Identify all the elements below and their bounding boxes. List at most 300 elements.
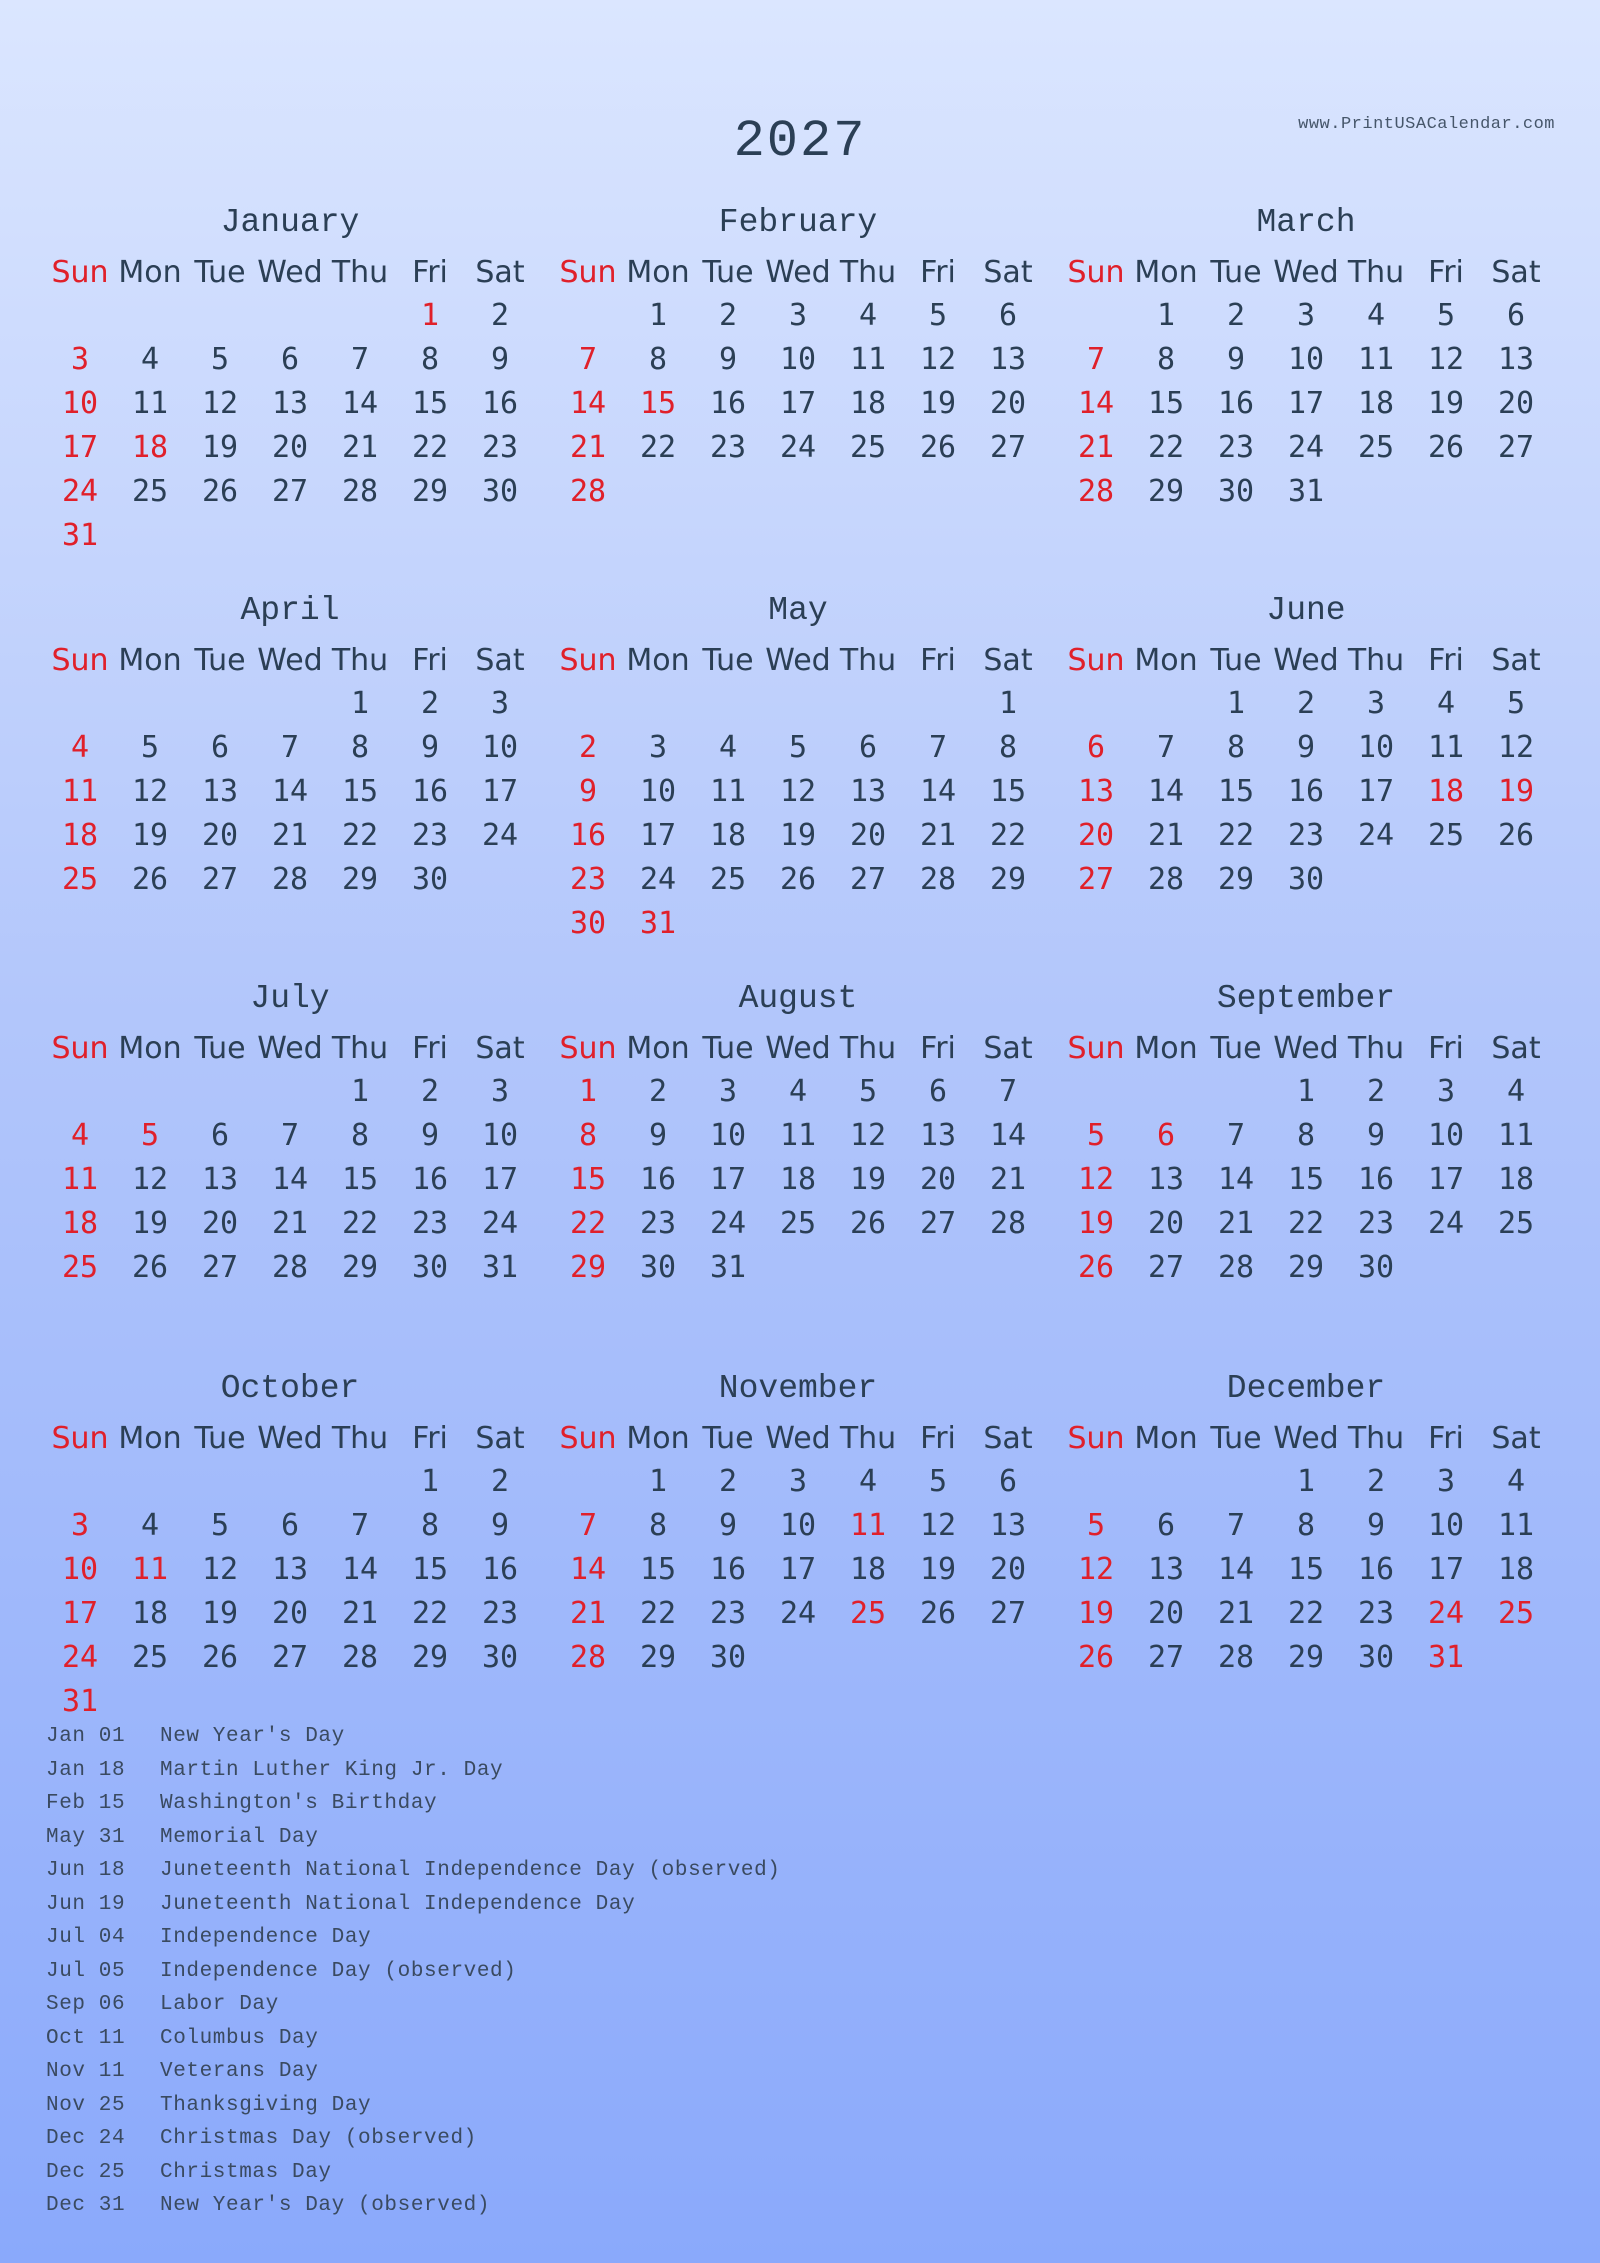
day-cell: 16 [481, 386, 519, 421]
day-cell: 17 [1357, 774, 1395, 809]
day-cell: 29 [569, 1250, 607, 1285]
day-cell: 24 [1357, 818, 1395, 853]
weekday-label: Sat [983, 1031, 1033, 1066]
day-cell: 3 [1366, 686, 1386, 721]
holiday-item [46, 1955, 781, 1989]
weekday-label: Fri [1428, 643, 1464, 678]
day-cell: 28 [1217, 1640, 1255, 1675]
day-cell: 22 [1217, 818, 1255, 853]
weekday-label: Thu [1347, 1031, 1405, 1066]
week-row [553, 682, 1043, 726]
weekday-label: Tue [1210, 255, 1262, 290]
day-cell: 1 [648, 298, 668, 333]
weekday-label: Sat [475, 643, 525, 678]
day-cell: 17 [481, 774, 519, 809]
day-cell: 31 [61, 1684, 99, 1719]
day-cell: 31 [61, 518, 99, 553]
weekday-label: Sun [559, 643, 617, 678]
empty-cell [45, 1460, 115, 1504]
holiday-name: Independence Day [160, 1926, 372, 1949]
day-cell: 9 [648, 1118, 668, 1153]
day-cell: 24 [1427, 1596, 1465, 1631]
day-cell: 4 [788, 1074, 808, 1109]
day-cell: 27 [1077, 862, 1115, 897]
day-cell: 1 [578, 1074, 598, 1109]
day-cell: 8 [648, 342, 668, 377]
empty-cell [553, 682, 623, 726]
weekday-header [45, 1027, 535, 1070]
weekday-label: Sun [1067, 1421, 1125, 1456]
day-cell: 3 [70, 1508, 90, 1543]
holiday-name: Juneteenth National Independence Day (observed) [160, 1859, 781, 1882]
weekday-label: Fri [412, 255, 448, 290]
day-cell: 16 [411, 1162, 449, 1197]
empty-cell [763, 470, 833, 514]
day-cell: 7 [998, 1074, 1018, 1109]
day-cell: 27 [989, 430, 1027, 465]
day-cell: 15 [639, 386, 677, 421]
week-row [1061, 726, 1551, 770]
weekday-label: Sat [475, 1031, 525, 1066]
day-cell: 5 [140, 1118, 160, 1153]
day-cell: 12 [131, 1162, 169, 1197]
day-cell: 11 [1357, 342, 1395, 377]
week-row [45, 1158, 535, 1202]
weekday-label: Sun [1067, 255, 1125, 290]
day-cell: 14 [271, 1162, 309, 1197]
holiday-item [46, 2156, 781, 2190]
week-row [553, 726, 1043, 770]
empty-cell [1411, 858, 1481, 902]
holiday-name: Christmas Day [160, 2160, 332, 2184]
week-row [45, 682, 535, 726]
weekday-label: Sat [983, 643, 1033, 678]
weekday-label: Mon [1134, 255, 1198, 290]
day-cell: 17 [61, 430, 99, 465]
day-cell: 30 [481, 474, 519, 509]
empty-cell [763, 1636, 833, 1680]
day-cell: 17 [1427, 1162, 1465, 1197]
day-cell: 29 [341, 862, 379, 897]
day-cell: 17 [1287, 386, 1325, 421]
weekday-label: Thu [1347, 255, 1405, 290]
week-row [45, 1636, 535, 1680]
holiday-name: Thanksgiving Day [160, 2093, 372, 2117]
day-cell: 7 [1226, 1508, 1246, 1543]
day-cell: 16 [1357, 1552, 1395, 1587]
day-cell: 29 [411, 1640, 449, 1675]
day-cell: 17 [481, 1162, 519, 1197]
empty-cell [395, 1680, 465, 1724]
weekday-label: Sun [51, 1031, 109, 1066]
empty-cell [1341, 858, 1411, 902]
weekday-label: Sun [559, 1421, 617, 1456]
day-cell: 14 [569, 1552, 607, 1587]
day-cell: 26 [131, 1250, 169, 1285]
day-cell: 20 [1147, 1206, 1185, 1241]
day-cell: 11 [1497, 1508, 1535, 1543]
weekday-label: Thu [839, 1031, 897, 1066]
weekday-label: Mon [118, 1031, 182, 1066]
empty-cell [903, 1246, 973, 1290]
day-cell: 17 [709, 1162, 747, 1197]
day-cell: 10 [779, 1508, 817, 1543]
day-cell: 5 [210, 342, 230, 377]
weekday-label: Tue [1210, 1421, 1262, 1456]
day-cell: 21 [569, 430, 607, 465]
day-cell: 16 [411, 774, 449, 809]
day-cell: 29 [411, 474, 449, 509]
day-cell: 12 [779, 774, 817, 809]
empty-cell [255, 682, 325, 726]
day-cell: 13 [201, 1162, 239, 1197]
day-cell: 28 [569, 1640, 607, 1675]
month-february [553, 195, 1043, 514]
week-row [553, 1070, 1043, 1114]
week-row [553, 1202, 1043, 1246]
day-cell: 24 [779, 430, 817, 465]
holiday-name: New Year's Day [160, 1725, 345, 1748]
day-cell: 13 [989, 342, 1027, 377]
week-row [553, 902, 1043, 946]
day-cell: 19 [1427, 386, 1465, 421]
day-cell: 6 [998, 1464, 1018, 1499]
day-cell: 26 [919, 430, 957, 465]
holiday-item [46, 1921, 781, 1955]
day-cell: 18 [709, 818, 747, 853]
day-cell: 16 [1217, 386, 1255, 421]
day-cell: 8 [1226, 730, 1246, 765]
day-cell: 23 [411, 818, 449, 853]
holiday-date: Jun 18 [46, 1859, 126, 1882]
week-row [45, 294, 535, 338]
day-cell: 9 [578, 774, 598, 809]
day-cell: 8 [578, 1118, 598, 1153]
day-cell: 29 [1217, 862, 1255, 897]
holiday-name: Labor Day [160, 1993, 279, 2016]
day-cell: 23 [1217, 430, 1255, 465]
empty-cell [693, 470, 763, 514]
holiday-name: Martin Luther King Jr. Day [160, 1758, 504, 1782]
day-cell: 20 [201, 818, 239, 853]
weekday-label: Tue [194, 1031, 246, 1066]
week-row [45, 814, 535, 858]
empty-cell [763, 902, 833, 946]
weekday-label: Sat [983, 255, 1033, 290]
day-cell: 25 [849, 1596, 887, 1631]
week-row [1061, 814, 1551, 858]
weekday-header [553, 1417, 1043, 1460]
holiday-item [46, 2022, 781, 2056]
empty-cell [973, 1636, 1043, 1680]
holiday-name: Independence Day (observed) [160, 1959, 517, 1983]
day-cell: 6 [1156, 1118, 1176, 1153]
day-cell: 20 [989, 1552, 1027, 1587]
day-cell: 11 [849, 342, 887, 377]
empty-cell [465, 514, 535, 558]
empty-cell [325, 514, 395, 558]
empty-cell [693, 682, 763, 726]
day-cell: 19 [1497, 774, 1535, 809]
week-row [553, 1548, 1043, 1592]
day-cell: 6 [1506, 298, 1526, 333]
empty-cell [115, 1460, 185, 1504]
day-cell: 23 [569, 862, 607, 897]
day-cell: 1 [1296, 1074, 1316, 1109]
day-cell: 15 [411, 386, 449, 421]
week-row [45, 1246, 535, 1290]
holiday-name: Columbus Day [160, 2026, 319, 2050]
day-cell: 16 [1357, 1162, 1395, 1197]
day-cell: 26 [779, 862, 817, 897]
weekday-label: Fri [412, 1031, 448, 1066]
day-cell: 10 [639, 774, 677, 809]
day-cell: 4 [70, 1118, 90, 1153]
weekday-label: Fri [920, 643, 956, 678]
day-cell: 25 [849, 430, 887, 465]
day-cell: 27 [201, 1250, 239, 1285]
day-cell: 8 [1156, 342, 1176, 377]
day-cell: 22 [1147, 430, 1185, 465]
day-cell: 14 [919, 774, 957, 809]
day-cell: 6 [210, 1118, 230, 1153]
week-row [1061, 682, 1551, 726]
weekday-label: Wed [765, 1421, 831, 1456]
weekday-label: Tue [1210, 643, 1262, 678]
weekday-label: Sun [559, 255, 617, 290]
day-cell: 13 [201, 774, 239, 809]
day-cell: 28 [919, 862, 957, 897]
day-cell: 22 [341, 818, 379, 853]
empty-cell [553, 1460, 623, 1504]
day-cell: 21 [1217, 1596, 1255, 1631]
weekday-label: Thu [331, 643, 389, 678]
day-cell: 2 [490, 298, 510, 333]
weekday-label: Thu [839, 1421, 897, 1456]
weekday-label: Tue [702, 1421, 754, 1456]
day-cell: 8 [1296, 1118, 1316, 1153]
empty-cell [903, 470, 973, 514]
day-cell: 11 [61, 1162, 99, 1197]
day-cell: 11 [779, 1118, 817, 1153]
day-cell: 24 [639, 862, 677, 897]
day-cell: 4 [858, 1464, 878, 1499]
day-cell: 4 [858, 298, 878, 333]
empty-cell [1481, 470, 1551, 514]
day-cell: 19 [1077, 1206, 1115, 1241]
week-row [1061, 470, 1551, 514]
weekday-label: Wed [1273, 255, 1339, 290]
day-cell: 21 [341, 430, 379, 465]
day-cell: 5 [928, 1464, 948, 1499]
day-cell: 7 [578, 342, 598, 377]
week-row [553, 470, 1043, 514]
day-cell: 26 [201, 1640, 239, 1675]
day-cell: 27 [849, 862, 887, 897]
day-cell: 30 [1287, 862, 1325, 897]
week-row [1061, 382, 1551, 426]
day-cell: 17 [639, 818, 677, 853]
day-cell: 5 [928, 298, 948, 333]
day-cell: 23 [1357, 1206, 1395, 1241]
weekday-label: Wed [765, 643, 831, 678]
empty-cell [255, 294, 325, 338]
weekday-label: Wed [257, 643, 323, 678]
day-cell: 21 [1147, 818, 1185, 853]
month-name: September [1216, 980, 1396, 1017]
weekday-label: Mon [118, 255, 182, 290]
day-cell: 14 [1077, 386, 1115, 421]
day-cell: 28 [1217, 1250, 1255, 1285]
day-cell: 15 [569, 1162, 607, 1197]
day-cell: 20 [919, 1162, 957, 1197]
empty-cell [115, 1680, 185, 1724]
day-cell: 10 [709, 1118, 747, 1153]
day-cell: 3 [788, 298, 808, 333]
day-cell: 1 [420, 298, 440, 333]
day-cell: 13 [1497, 342, 1535, 377]
day-cell: 29 [639, 1640, 677, 1675]
weekday-label: Sat [475, 255, 525, 290]
day-cell: 18 [779, 1162, 817, 1197]
day-cell: 24 [1427, 1206, 1465, 1241]
empty-cell [973, 902, 1043, 946]
day-cell: 15 [1217, 774, 1255, 809]
day-cell: 15 [1287, 1552, 1325, 1587]
empty-cell [45, 1070, 115, 1114]
holiday-date: May 31 [46, 1825, 126, 1849]
day-cell: 7 [578, 1508, 598, 1543]
holiday-name: Memorial Day [160, 1825, 319, 1849]
weekday-header [553, 639, 1043, 682]
month-name: July [250, 980, 330, 1017]
day-cell: 18 [1427, 774, 1465, 809]
day-cell: 16 [709, 1552, 747, 1587]
day-cell: 3 [70, 342, 90, 377]
day-cell: 4 [1506, 1464, 1526, 1499]
day-cell: 7 [1086, 342, 1106, 377]
day-cell: 30 [411, 1250, 449, 1285]
day-cell: 25 [61, 1250, 99, 1285]
day-cell: 10 [1357, 730, 1395, 765]
day-cell: 3 [718, 1074, 738, 1109]
day-cell: 28 [1147, 862, 1185, 897]
weekday-label: Wed [765, 255, 831, 290]
day-cell: 22 [411, 1596, 449, 1631]
empty-cell [833, 1636, 903, 1680]
weekday-label: Thu [839, 643, 897, 678]
weekday-label: Tue [702, 643, 754, 678]
weekday-label: Sun [51, 643, 109, 678]
day-cell: 1 [648, 1464, 668, 1499]
month-name: April [240, 592, 340, 629]
day-cell: 26 [1427, 430, 1465, 465]
day-cell: 22 [341, 1206, 379, 1241]
day-cell: 16 [569, 818, 607, 853]
day-cell: 10 [1427, 1118, 1465, 1153]
day-cell: 5 [788, 730, 808, 765]
day-cell: 15 [639, 1552, 677, 1587]
weekday-label: Wed [1273, 643, 1339, 678]
day-cell: 18 [61, 1206, 99, 1241]
weekday-header [553, 1027, 1043, 1070]
empty-cell [1061, 1070, 1131, 1114]
month-name: March [1256, 204, 1356, 241]
day-cell: 9 [718, 1508, 738, 1543]
empty-cell [833, 1246, 903, 1290]
empty-cell [115, 294, 185, 338]
weekday-label: Fri [1428, 1031, 1464, 1066]
website-url: www.PrintUSACalendar.com [1298, 115, 1555, 134]
week-row [553, 382, 1043, 426]
day-cell: 22 [989, 818, 1027, 853]
day-cell: 9 [490, 342, 510, 377]
holiday-item [46, 1787, 781, 1821]
day-cell: 1 [1156, 298, 1176, 333]
day-cell: 18 [131, 1596, 169, 1631]
holiday-date: Jul 05 [46, 1959, 126, 1983]
month-april [45, 583, 535, 902]
weekday-label: Sun [559, 1031, 617, 1066]
month-january [45, 195, 535, 558]
week-row [553, 1592, 1043, 1636]
week-row [1061, 1592, 1551, 1636]
day-cell: 29 [1287, 1640, 1325, 1675]
day-cell: 26 [201, 474, 239, 509]
weekday-label: Tue [1210, 1031, 1262, 1066]
day-cell: 14 [569, 386, 607, 421]
day-cell: 26 [849, 1206, 887, 1241]
day-cell: 21 [1077, 430, 1115, 465]
week-row [553, 426, 1043, 470]
month-march [1061, 195, 1551, 514]
day-cell: 14 [341, 386, 379, 421]
day-cell: 3 [1296, 298, 1316, 333]
month-may [553, 583, 1043, 946]
empty-cell [693, 902, 763, 946]
day-cell: 23 [709, 1596, 747, 1631]
day-cell: 2 [1366, 1074, 1386, 1109]
empty-cell [185, 1680, 255, 1724]
day-cell: 11 [131, 1552, 169, 1587]
weekday-header [45, 251, 535, 294]
day-cell: 21 [271, 1206, 309, 1241]
day-cell: 12 [919, 342, 957, 377]
empty-cell [763, 1246, 833, 1290]
day-cell: 27 [271, 474, 309, 509]
holiday-date: Jan 01 [46, 1725, 126, 1748]
empty-cell [115, 514, 185, 558]
month-name: January [220, 204, 360, 241]
weekday-header [1061, 251, 1551, 294]
day-cell: 7 [1226, 1118, 1246, 1153]
holiday-list [46, 1720, 781, 2223]
weekday-label: Mon [626, 643, 690, 678]
day-cell: 9 [420, 1118, 440, 1153]
day-cell: 25 [779, 1206, 817, 1241]
day-cell: 21 [341, 1596, 379, 1631]
weekday-label: Mon [118, 1421, 182, 1456]
weekday-header [1061, 1417, 1551, 1460]
day-cell: 1 [420, 1464, 440, 1499]
week-row [1061, 1202, 1551, 1246]
week-row [553, 1158, 1043, 1202]
holiday-item [46, 2122, 781, 2156]
weekday-label: Tue [702, 255, 754, 290]
day-cell: 22 [411, 430, 449, 465]
day-cell: 31 [481, 1250, 519, 1285]
day-cell: 12 [201, 386, 239, 421]
